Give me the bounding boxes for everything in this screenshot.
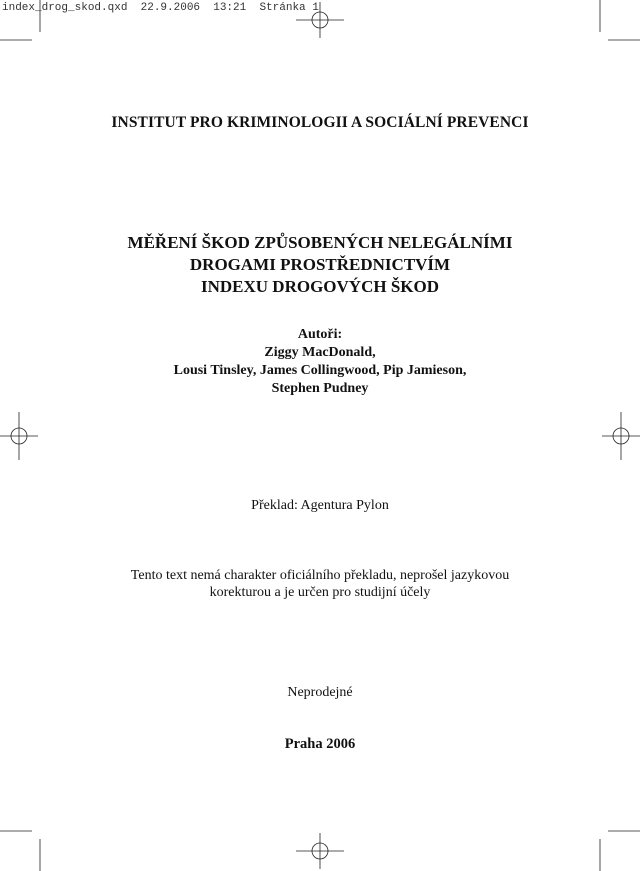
translation-credit: Překlad: Agentura Pylon — [251, 498, 389, 513]
author-line: Ziggy MacDonald, — [264, 345, 376, 360]
title-line: MĚŘENÍ ŠKOD ZPŮSOBENÝCH NELEGÁLNÍMI — [127, 233, 513, 252]
file-slug: index_drog_skod.qxd 22.9.2006 13:21 Stránka 1 — [2, 2, 319, 14]
institute-heading: INSTITUT PRO KRIMINOLOGII A SOCIÁLNÍ PREVENCI — [111, 114, 529, 131]
author-line: Lousi Tinsley, James Collingwood, Pip Jamieson, — [173, 363, 467, 378]
registration-mark-left — [0, 412, 38, 460]
authors-block — [0, 326, 640, 398]
registration-mark-top — [296, 2, 344, 38]
place-year: Praha 2006 — [284, 736, 356, 752]
title-line: DROGAMI PROSTŘEDNICTVÍM — [189, 255, 451, 274]
disclaimer-line: Tento text nemá charakter oficiálního překladu, neprošel jazykovou — [130, 568, 510, 583]
author-line: Stephen Pudney — [271, 381, 369, 396]
disclaimer-line: korekturou a je určen pro studijní účely — [209, 585, 431, 600]
disclaimer-text — [0, 567, 640, 601]
authors-label: Autoři: — [297, 327, 343, 342]
not-for-sale-note: Neprodejné — [287, 685, 353, 700]
registration-mark-right — [602, 412, 640, 460]
title-line: INDEXU DROGOVÝCH ŠKOD — [200, 277, 440, 296]
registration-mark-bottom — [296, 833, 344, 869]
document-title — [0, 232, 640, 298]
